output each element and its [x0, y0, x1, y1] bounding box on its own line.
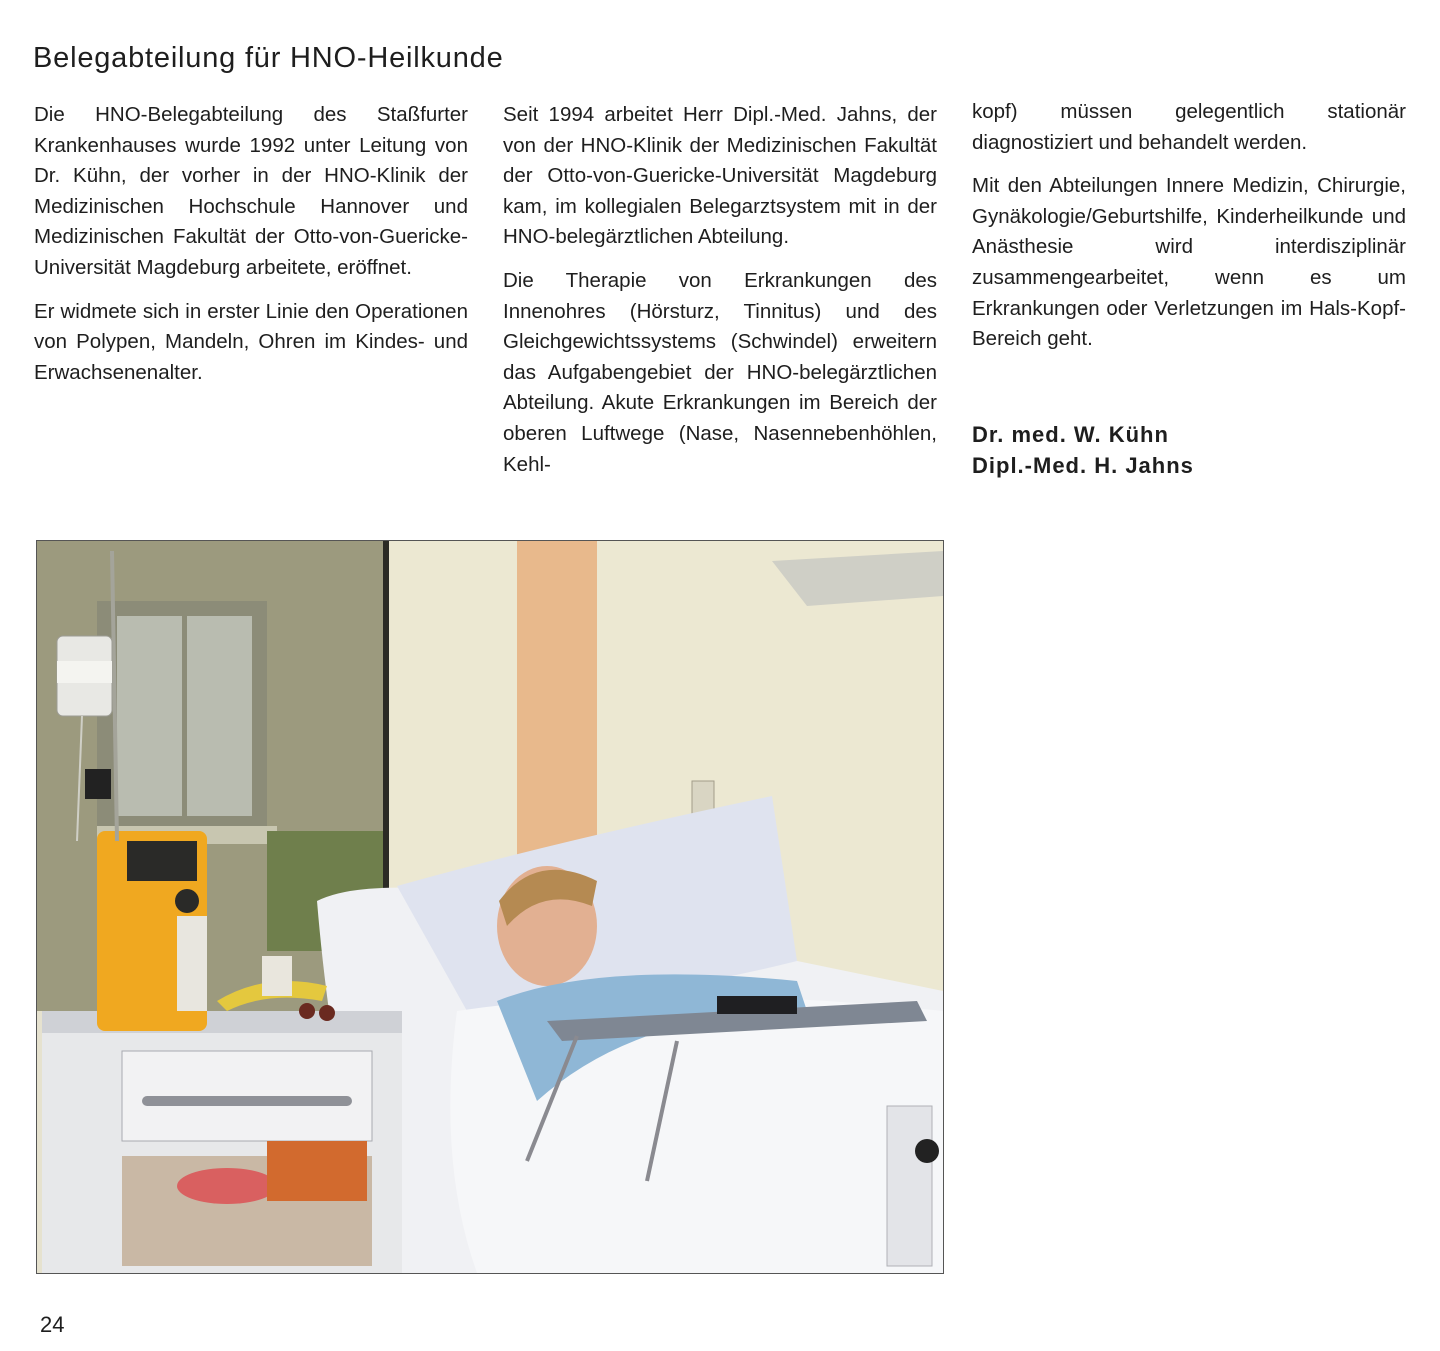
paragraph: kopf) müssen gelegentlich stationär diagnostiziert und behandelt werden.: [972, 100, 1406, 154]
page-number: 24: [40, 1312, 65, 1337]
signature-name: Dipl.-Med. H. Jahns: [972, 452, 1194, 478]
paragraph: Die HNO-Belegabteilung des Staßfurter Krankenhauses wurde 1992 unter Leitung von Dr. Kühn, der vorher in der HNO-Klinik der Medizinischen Hochschule Hannover und Medizinischen Fakultät der Otto-von-Guericke-Universität Magdeburg arbeitete, eröffnet.: [34, 103, 468, 279]
paragraph: Die Therapie von Erkrankungen des Innenohres (Hörsturz, Tinnitus) und des Gleichgewichtssystems (Schwindel) erweitern das Aufgabengebiet der HNO-belegärztlichen Abteilung. Akute Erkrankungen im Bereich der oberen Luftwege (Nase, Nasennebenhöhlen, Kehl-: [503, 268, 937, 476]
signature-block: [972, 419, 1406, 481]
paragraph: Seit 1994 arbeitet Herr Dipl.-Med. Jahns, der von der HNO-Klinik der Medizinischen Fakultät der Otto-von-Guericke-Universität Magdeburg kam, im kollegialen Belegarztsystem mit in der HNO-belegärztlichen Abteilung.: [503, 103, 937, 249]
text-column-1: [34, 100, 468, 401]
text-column-3: [972, 97, 1406, 481]
hospital-room-photo: [36, 540, 944, 1274]
text-column-2: [503, 100, 937, 493]
paragraph: Er widmete sich in erster Linie den Operationen von Polypen, Mandeln, Ohren im Kindes- und Erwachsenenalter.: [34, 299, 468, 384]
signature-name: Dr. med. W. Kühn: [972, 421, 1169, 447]
paragraph: Mit den Abteilungen Innere Medizin, Chirurgie, Gynäkologie/Geburtshilfe, Kinderheilkunde und Anästhesie wird interdisziplinär zusammengearbeitet, wenn es um Erkrankungen oder Verletzungen im Hals-Kopf-Bereich geht.: [972, 174, 1406, 351]
page-title: Belegabteilung für HNO-Heilkunde: [33, 42, 504, 74]
